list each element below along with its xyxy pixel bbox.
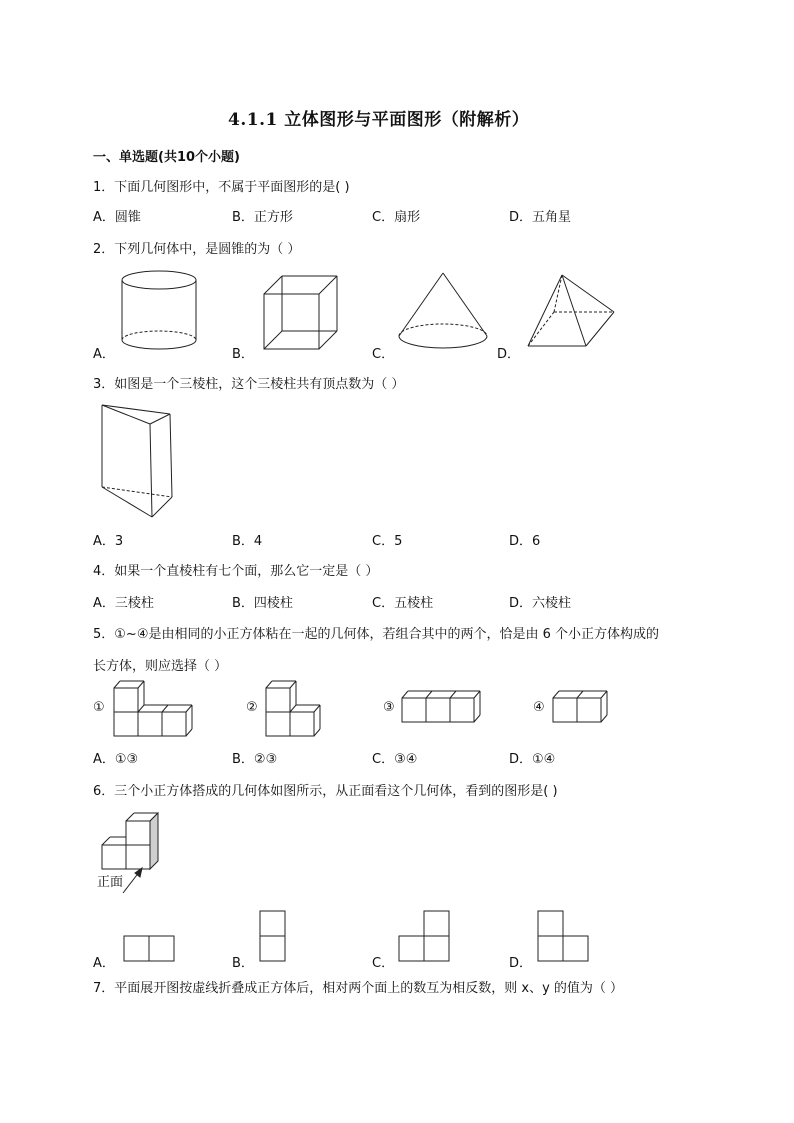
q5-figure-label-1: ① [93, 700, 105, 715]
q5-figure-label-3: ③ [383, 700, 395, 715]
question-2-stem: 2．下列几何体中，是圆锥的为（ ） [93, 242, 301, 257]
q1-option-d: D．五角星 [509, 210, 572, 225]
q6-option-b: B． [232, 956, 254, 971]
question-7-stem: 7．平面展开图按虚线折叠成正方体后，相对两个面上的数互为相反数，则 x、y 的值为（ ） [93, 981, 624, 996]
q6-option-a: A． [93, 956, 115, 971]
q5-option-c: C．③④ [372, 752, 418, 767]
cube-row-figure-4 [549, 686, 615, 730]
cube-stack-figure-1 [110, 676, 196, 742]
q5-figure-label-2: ② [246, 700, 258, 715]
q4-option-a: A．三棱柱 [93, 596, 154, 611]
q4-option-d: D．六棱柱 [509, 596, 572, 611]
q5-option-b: B．②③ [232, 752, 278, 767]
q3-option-c: C．5 [372, 534, 403, 549]
q1-option-a: A．圆锥 [93, 210, 141, 225]
q5-figure-label-4: ④ [533, 700, 545, 715]
triangular-prism-figure [98, 402, 178, 522]
question-1-stem: 1．下面几何图形中，不属于平面图形的是( ) [93, 180, 350, 195]
q6-option-d: D． [509, 956, 533, 971]
q3-option-b: B．4 [232, 534, 263, 549]
cube-row-figure-3 [398, 686, 488, 730]
q3-option-d: D．6 [509, 534, 541, 549]
front-view-option-a [122, 933, 176, 963]
q2-option-c: C． [372, 347, 395, 362]
q2-option-d: D． [497, 347, 521, 362]
question-5-stem-line1: 5．①~④是由相同的小正方体粘在一起的几何体，若组合其中的两个，恰是由 6 个小正方体构成的 [93, 627, 660, 642]
q4-option-c: C．五棱柱 [372, 596, 434, 611]
cube-stack-figure-2 [262, 676, 326, 742]
page-title: 4.1.1 立体图形与平面图形（附解析） [228, 110, 530, 130]
q1-option-c: C．扇形 [372, 210, 421, 225]
question-4-stem: 4．如果一个直棱柱有七个面，那么它一定是（ ） [93, 564, 379, 579]
front-view-option-c [397, 908, 451, 964]
q4-option-b: B．四棱柱 [232, 596, 293, 611]
front-view-label: 正面 [97, 875, 124, 890]
q5-option-a: A．①③ [93, 752, 139, 767]
cone-figure [393, 270, 493, 355]
front-view-option-d [536, 908, 590, 964]
q2-option-a: A． [93, 347, 115, 362]
question-6-stem: 6．三个小正方体搭成的几何体如图所示，从正面看这个几何体，看到的图形是( ) [93, 784, 558, 799]
section-heading: 一、单选题(共10个小题) [93, 150, 240, 165]
front-view-option-b [258, 908, 288, 964]
q2-option-b: B． [232, 347, 254, 362]
cube-figure [260, 272, 340, 352]
q5-option-d: D．①④ [509, 752, 556, 767]
q3-option-a: A．3 [93, 534, 124, 549]
cylinder-figure [118, 270, 202, 355]
arrow-icon [120, 866, 146, 896]
pyramid-figure [522, 272, 617, 352]
question-5-stem-line2: 长方体，则应选择（ ） [93, 659, 228, 674]
question-3-stem: 3．如图是一个三棱柱，这个三棱柱共有顶点数为（ ） [93, 377, 405, 392]
q6-option-c: C． [372, 956, 395, 971]
q1-option-b: B．正方形 [232, 210, 293, 225]
